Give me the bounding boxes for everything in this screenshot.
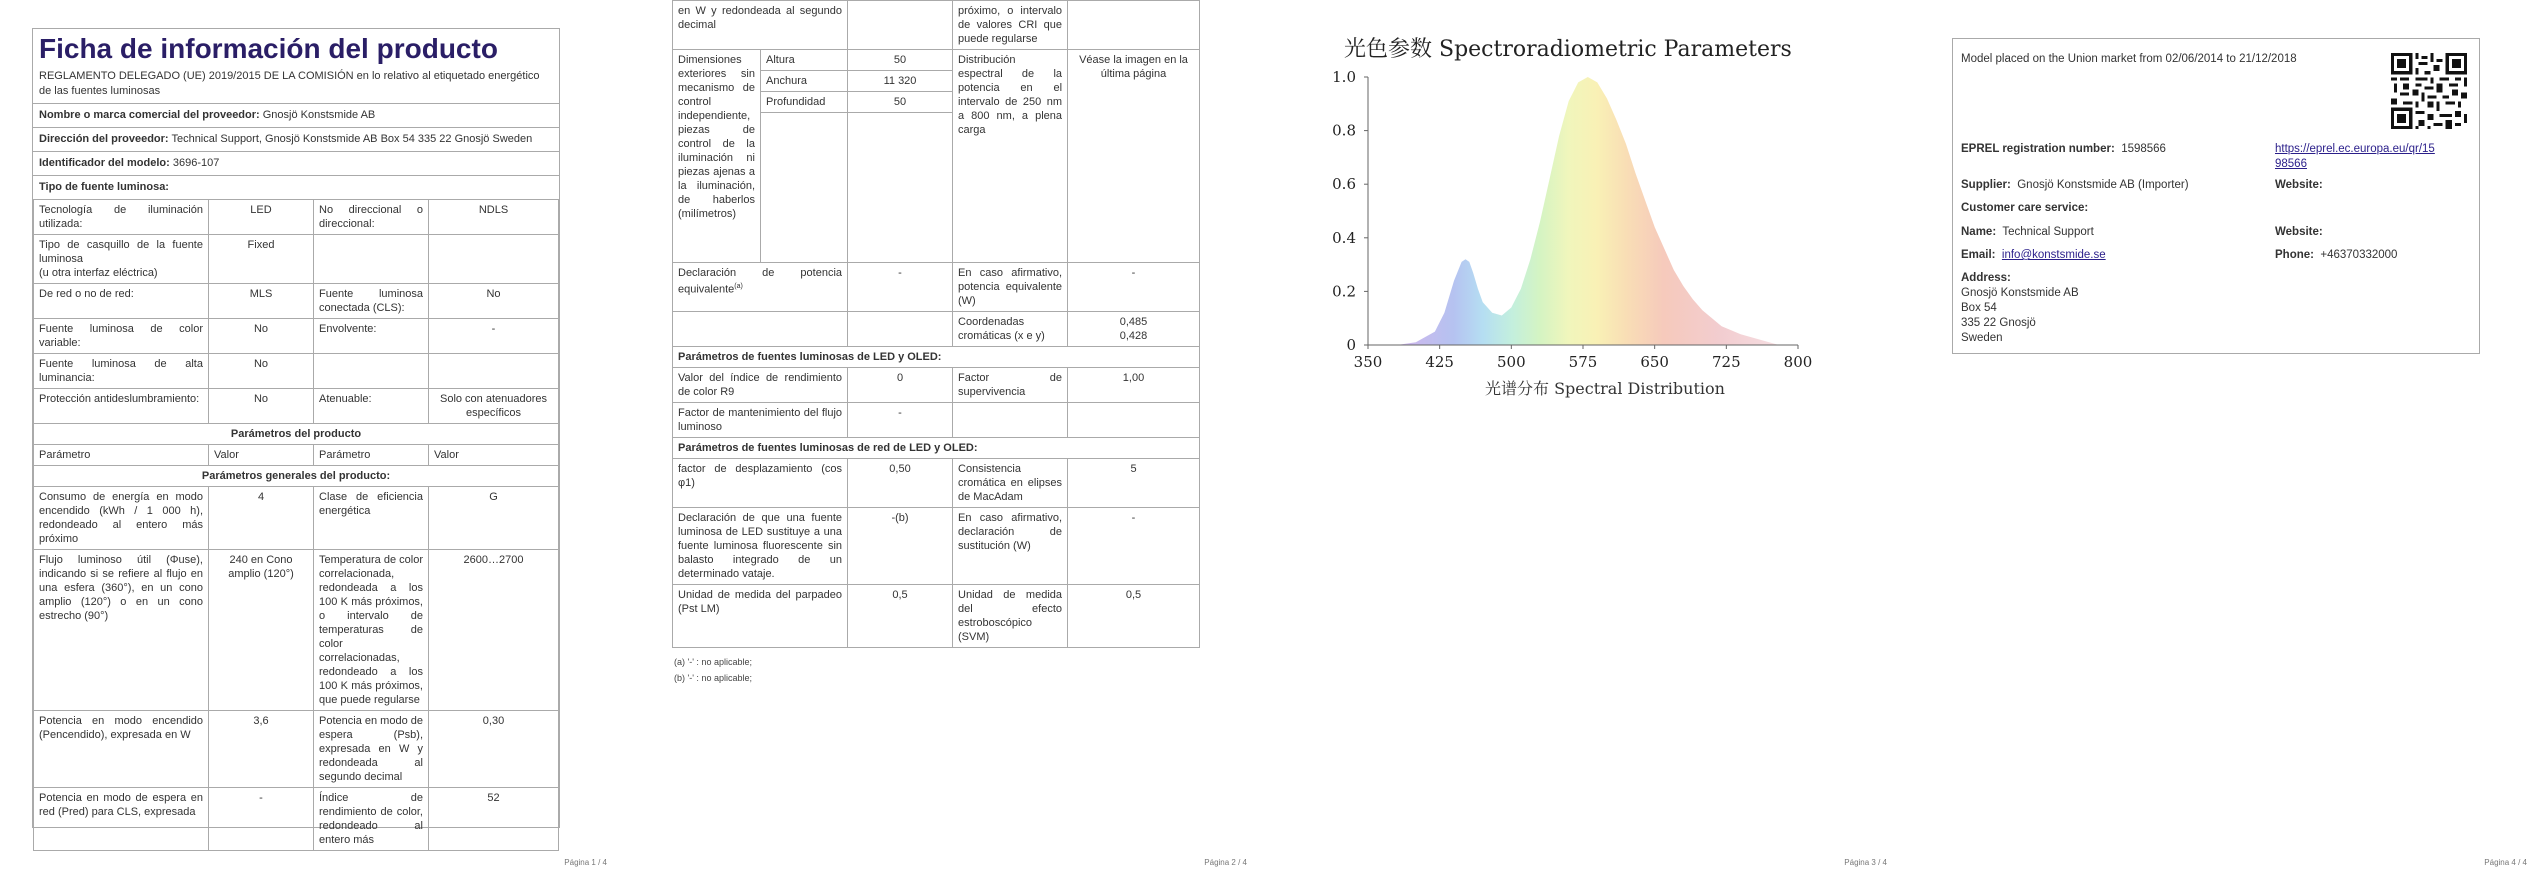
cell (848, 1, 953, 50)
eprel-link-line[interactable]: https://eprel.ec.europa.eu/qr/15 (2275, 143, 2435, 155)
param-label: Valor del índice de rendimiento de color R9 (673, 368, 848, 403)
param-value: Fixed (209, 235, 314, 284)
table-row (673, 459, 1200, 508)
param-label: Unidad de medida del efecto estroboscópico (SVM) (953, 585, 1068, 648)
param-label: Fuente luminosa de color variable: (34, 319, 209, 354)
column-header-row (34, 445, 559, 466)
param-label: Potencia en modo de espera en red (Pred) para CLS, expresada (34, 788, 209, 851)
param-label: Fuente luminosa de alta luminancia: (34, 354, 209, 389)
coord-x: 0,485 (1119, 316, 1148, 328)
page-2 (640, 0, 1267, 887)
address-line: Gnosjö Konstsmide AB (1961, 287, 2079, 299)
model-row (33, 152, 559, 176)
care-row (1961, 201, 2088, 216)
param-value: 240 en Cono amplio (120°) (209, 550, 314, 711)
general-params-header: Parámetros generales del producto: (34, 466, 559, 487)
param-label: Flujo luminoso útil (Φuse), indicando si se refiere al flujo en una esfera (360°), en un cono amplio (120°) o en un cono estrecho (90°) (34, 550, 209, 711)
name-value: Technical Support (2002, 226, 2094, 238)
param-label: Potencia en modo encendido (Pencendido), expresada en W (34, 711, 209, 788)
param-value: No (209, 354, 314, 389)
param-label: En caso afirmativo, declaración de sustitución (W) (953, 508, 1068, 585)
spectral-dist-value: Véase la imagen en la última página (1068, 50, 1200, 263)
dim-value: 50 (848, 50, 953, 71)
param-label: De red o no de red: (34, 284, 209, 319)
dim-name: Altura (761, 50, 848, 71)
table-row (34, 354, 559, 389)
eprel-value: 1598566 (2121, 143, 2166, 155)
param-value: - (848, 403, 953, 438)
dimensions-label: Dimensiones exteriores sin mecanismo de control independiente, piezas de control de la iluminación ni piezas ajenas a la iluminación, de haberlos (milímetros) (673, 50, 761, 263)
qr-code-icon (2391, 53, 2467, 129)
param-value (429, 354, 559, 389)
name-label: Name: (1961, 226, 1997, 238)
table-row (34, 487, 559, 550)
supplier-address-row (33, 128, 559, 152)
col-header: Valor (429, 445, 559, 466)
contact-name-row (1961, 225, 2094, 240)
param-value: 0,5 (1068, 585, 1200, 648)
y-tick-label: 0.2 (1332, 282, 1356, 301)
param-label: Tecnología de iluminación utilizada: (34, 200, 209, 235)
param-value: 0 (848, 368, 953, 403)
x-tick-label: 725 (1712, 353, 1741, 371)
x-tick-label: 800 (1783, 353, 1813, 371)
param-label: Unidad de medida del parpadeo (Pst LM) (673, 585, 848, 648)
website2-row (2275, 225, 2323, 240)
x-tick-label: 650 (1640, 353, 1669, 371)
param-value: No (209, 319, 314, 354)
table-row (34, 200, 559, 235)
param-value: 1,00 (1068, 368, 1200, 403)
param-value: 0,30 (429, 711, 559, 788)
page-number: Página 2 / 4 (1204, 858, 1247, 867)
param-label: Temperatura de color correlacionada, redondeada a los 100 K más próximos, o intervalo de temperaturas de color correlacionadas, redondeado a los 100 K más próximos, que puede regularse (314, 550, 429, 711)
supplier-address-value: Technical Support, Gnosjö Konstsmide AB Box 54 335 22 Gnosjö Sweden (171, 133, 533, 145)
param-label: Consistencia cromática en elipses de MacAdam (953, 459, 1068, 508)
led-params-header: Parámetros de fuentes luminosas de LED y OLED: (673, 347, 1200, 368)
param-value: No (209, 389, 314, 424)
address-line: Box 54 (1961, 302, 1997, 314)
y-tick-label: 1.0 (1332, 68, 1356, 86)
y-tick-label: 0.8 (1332, 121, 1356, 140)
product-params-header: Parámetros del producto (34, 424, 559, 445)
dim-name: Anchura (761, 71, 848, 92)
model-value: 3696-107 (172, 157, 220, 169)
param-value: - (429, 319, 559, 354)
phone-row (2275, 248, 2397, 263)
email-link[interactable]: info@konstsmide.se (2001, 249, 2106, 261)
x-tick-label: 350 (1353, 353, 1383, 371)
dim-value: 11 320 (848, 71, 953, 92)
table-row (673, 403, 1200, 438)
table-row (34, 550, 559, 711)
address-line: 335 22 Gnosjö (1961, 317, 2036, 329)
spectrum-title: 光色参数 Spectroradiometric Parameters (1344, 37, 1792, 62)
param-label: Envolvente: (314, 319, 429, 354)
y-tick-label: 0.6 (1332, 175, 1356, 194)
col-header: Parámetro (314, 445, 429, 466)
cell: en W y redondeada al segundo decimal (673, 1, 848, 50)
table-row (34, 389, 559, 424)
page-number: Página 4 / 4 (2484, 858, 2527, 867)
param-value: LED (209, 200, 314, 235)
page-number: Página 1 / 4 (564, 858, 607, 867)
param-label: Declaración de que una fuente luminosa de LED sustituye a una fuente luminosa fluorescente sin balasto integrado de un determinado vataje. (673, 508, 848, 585)
param-label (953, 403, 1068, 438)
cell: - (848, 263, 953, 312)
website2-label: Website: (2275, 226, 2323, 238)
table-row (34, 788, 559, 851)
param-value: Solo con atenuadores específicos (429, 389, 559, 424)
table-row (34, 284, 559, 319)
table-row (34, 711, 559, 788)
eprel-link[interactable] (2275, 142, 2435, 172)
type-row (33, 176, 559, 200)
address-block (1961, 271, 2079, 346)
cell (848, 113, 953, 263)
param-label: Atenuable: (314, 389, 429, 424)
param-label: No direccional o direccional: (314, 200, 429, 235)
param-value (1068, 403, 1200, 438)
param-label: factor de desplazamiento (cos φ1) (673, 459, 848, 508)
param-label: Tipo de casquillo de la fuente luminosa (u otra interfaz eléctrica) (34, 235, 209, 284)
x-tick-label: 575 (1568, 353, 1598, 371)
supplier-row (1961, 178, 2189, 193)
type-label: Tipo de fuente luminosa: (39, 181, 169, 193)
page-3 (1280, 0, 1907, 887)
spectral-chart (1320, 62, 1840, 382)
eprel-info-box (1952, 38, 2480, 354)
spectrum-xlabel: 光谱分布 Spectral Distribution (1485, 379, 1725, 398)
param-value: MLS (209, 284, 314, 319)
email-row (1961, 248, 2106, 263)
cell: próximo, o intervalo de valores CRI que puede regularse (953, 1, 1068, 50)
param-label: Clase de eficiencia energética (314, 487, 429, 550)
cell (761, 113, 848, 263)
param-label (314, 235, 429, 284)
equiv-label: Declaración de potencia equivalente (678, 267, 843, 296)
coords-label: Coordenadas cromáticas (x e y) (953, 312, 1068, 347)
table-row (34, 319, 559, 354)
table-row (34, 235, 559, 284)
param-label (314, 354, 429, 389)
param-label: Potencia en modo de espera (Psb), expresada en W y redondeada al segundo decimal (314, 711, 429, 788)
param-value: No (429, 284, 559, 319)
param-value: -(b) (848, 508, 953, 585)
x-tick-label: 425 (1425, 353, 1454, 371)
phone-value: +46370332000 (2320, 249, 2398, 261)
table-row (673, 312, 1200, 347)
supplier-name-row (33, 104, 559, 128)
cell (848, 312, 953, 347)
website-row (2275, 178, 2323, 193)
cell: En caso afirmativo, potencia equivalente (W) (953, 263, 1068, 312)
param-label: Índice de rendimiento de color, redondeado al entero más (314, 788, 429, 851)
spectrum-area (1397, 77, 1779, 345)
spectral-dist-label: Distribución espectral de la potencia en el intervalo de 250 nm a 800 nm, a plena carga (953, 50, 1068, 263)
table-row (673, 50, 1200, 71)
footnote-a: (a) '-' : no aplicable; (674, 657, 752, 667)
param-label: Factor de mantenimiento del flujo luminoso (673, 403, 848, 438)
x-tick-label: 500 (1497, 353, 1526, 371)
supplier-address-label: Dirección del proveedor: (39, 133, 169, 145)
table-row (673, 263, 1200, 312)
product-info-sheet-continued (672, 0, 1200, 686)
page-4 (1920, 0, 2547, 887)
regulation-text: REGLAMENTO DELEGADO (UE) 2019/2015 DE LA COMISIÓN en lo relativo al etiquetado energético de las fuentes luminosas (33, 67, 559, 104)
cell: - (1068, 263, 1200, 312)
param-value (429, 235, 559, 284)
eprel-label: EPREL registration number: (1961, 143, 2115, 155)
eprel-link-line[interactable]: 98566 (2275, 158, 2307, 170)
y-tick-label: 0.4 (1332, 228, 1356, 247)
market-text: Model placed on the Union market from 02/06/2014 to 21/12/2018 (1961, 53, 2297, 65)
param-value: G (429, 487, 559, 550)
table-row (673, 508, 1200, 585)
table-row (673, 585, 1200, 648)
supplier-label: Supplier: (1961, 179, 2011, 191)
table-row (673, 368, 1200, 403)
dim-value: 50 (848, 92, 953, 113)
phone-label: Phone: (2275, 249, 2314, 261)
continued-table (672, 0, 1200, 648)
website-label: Website: (2275, 179, 2323, 191)
cell: Declaración de potencia equivalente$^{(a)}$ (673, 263, 848, 312)
coord-y: 0,428 (1119, 330, 1148, 342)
y-tick-label: 0 (1346, 336, 1356, 354)
product-info-sheet (32, 28, 560, 846)
table-row (673, 1, 1200, 50)
param-value: 4 (209, 487, 314, 550)
param-value: 52 (429, 788, 559, 851)
param-value: - (1068, 508, 1200, 585)
email-label: Email: (1961, 249, 1996, 261)
param-label: Consumo de energía en modo encendido (kWh / 1 000 h), redondeado al entero más próximo (34, 487, 209, 550)
footnotes (674, 654, 1200, 686)
param-value: 0,5 (848, 585, 953, 648)
param-value: NDLS (429, 200, 559, 235)
supplier-name-value: Gnosjö Konstsmide AB (262, 109, 376, 121)
sheet-title: Ficha de información del producto (39, 33, 498, 64)
type-table (33, 199, 559, 851)
address-label: Address: (1961, 272, 2011, 284)
red-params-header: Parámetros de fuentes luminosas de red de LED y OLED: (673, 438, 1200, 459)
param-value: - (209, 788, 314, 851)
param-value: 0,50 (848, 459, 953, 508)
footnote-b: (b) '-' : no aplicable; (674, 673, 752, 683)
address-line: Sweden (1961, 332, 2003, 344)
cell (673, 312, 848, 347)
model-label: Identificador del modelo: (39, 157, 170, 169)
supplier-name-label: Nombre o marca comercial del proveedor: (39, 109, 260, 121)
col-header: Valor (209, 445, 314, 466)
page-1 (0, 0, 627, 887)
page-number: Página 3 / 4 (1844, 858, 1887, 867)
param-label: Factor de supervivencia (953, 368, 1068, 403)
cell (1068, 1, 1200, 50)
eprel-row (1961, 142, 2166, 157)
param-value: 3,6 (209, 711, 314, 788)
dim-name: Profundidad (761, 92, 848, 113)
param-value: 2600…2700 (429, 550, 559, 711)
care-label: Customer care service: (1961, 202, 2089, 214)
col-header: Parámetro (34, 445, 209, 466)
supplier-value: Gnosjö Konstsmide AB (Importer) (2017, 179, 2189, 191)
param-value: 5 (1068, 459, 1200, 508)
coords-value (1068, 312, 1200, 347)
param-label: Fuente luminosa conectada (CLS): (314, 284, 429, 319)
param-label: Protección antideslumbramiento: (34, 389, 209, 424)
